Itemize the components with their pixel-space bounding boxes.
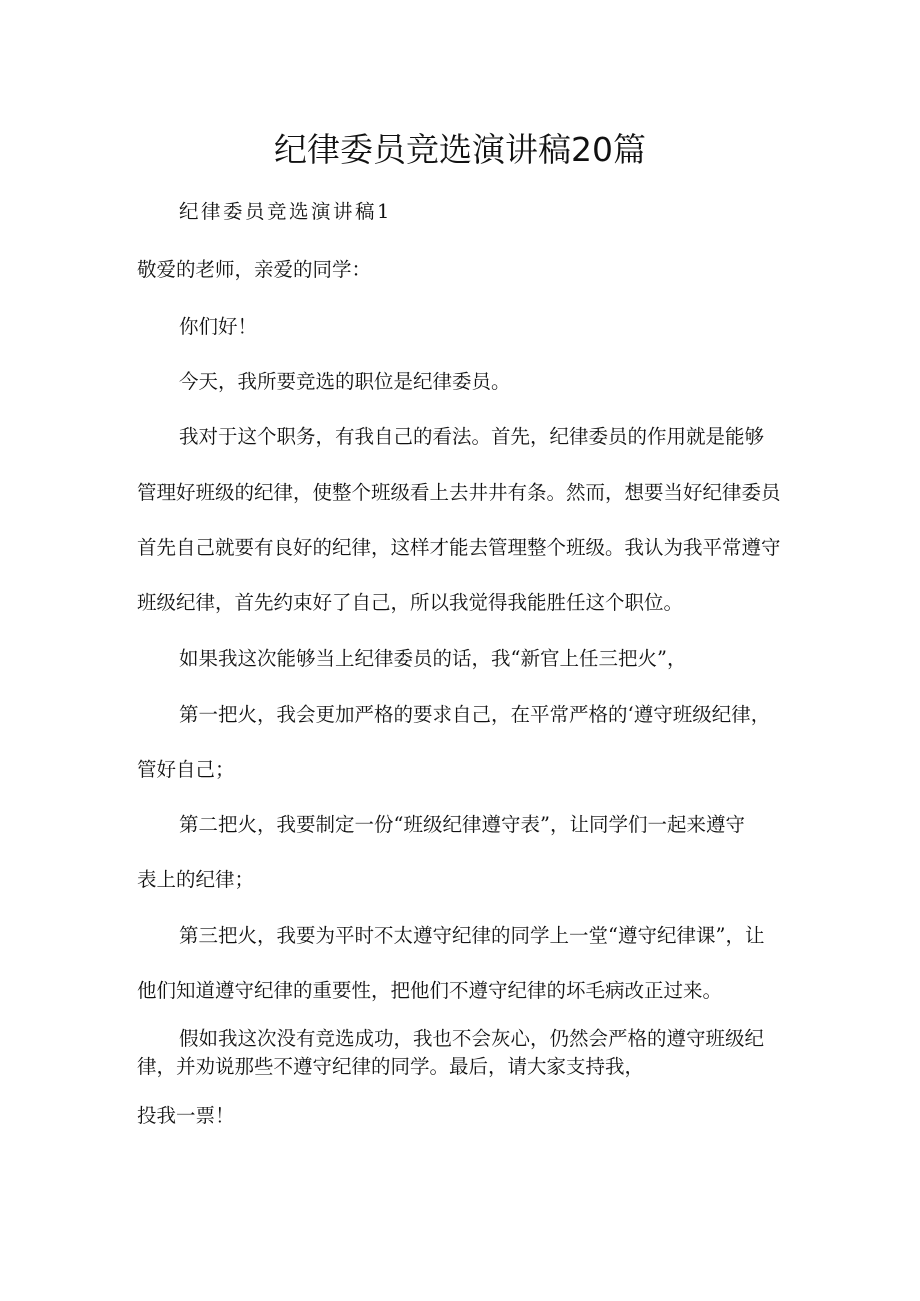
closing-line: 投我一票！: [137, 1104, 235, 1127]
document-title: 纪律委员竞选演讲稿20篇: [274, 130, 646, 169]
paragraph-line: 第二把火，我要制定一份“班级纪律遵守表”，让同学们一起来遵守: [179, 813, 745, 836]
paragraph-line: 律，并劝说那些不遵守纪律的同学。最后，请大家支持我，: [137, 1055, 645, 1078]
paragraph-line: 如果我这次能够当上纪律委员的话，我“新官上任三把火”，: [179, 647, 687, 670]
paragraph-line: 首先自己就要有良好的纪律，这样才能去管理整个班级。我认为我平常遵守: [137, 536, 781, 559]
paragraph-line: 今天，我所要竞选的职位是纪律委员。: [179, 370, 511, 393]
section-heading: 纪律委员竞选演讲稿1: [179, 200, 392, 223]
paragraph-line: 他们知道遵守纪律的重要性，把他们不遵守纪律的坏毛病改正过来。: [137, 979, 723, 1002]
paragraph-line: 我对于这个职务，有我自己的看法。首先，纪律委员的作用就是能够: [179, 425, 765, 448]
paragraph-line: 第一把火，我会更加严格的要求自己，在平常严格的‘遵守班级纪律，: [179, 703, 771, 726]
greeting: 你们好！: [179, 315, 258, 338]
salutation: 敬爱的老师，亲爱的同学：: [137, 258, 372, 281]
paragraph-line: 假如我这次没有竞选成功，我也不会灰心，仍然会严格的遵守班级纪: [179, 1027, 765, 1050]
paragraph-line: 班级纪律，首先约束好了自己，所以我觉得我能胜任这个职位。: [137, 591, 684, 614]
paragraph-line: 管好自己；: [137, 758, 235, 781]
paragraph-line: 表上的纪律；: [137, 868, 255, 891]
paragraph-line: 第三把火，我要为平时不太遵守纪律的同学上一堂“遵守纪律课”，让: [179, 924, 765, 947]
paragraph-line: 管理好班级的纪律，使整个班级看上去井井有条。然而，想要当好纪律委员: [137, 481, 781, 504]
